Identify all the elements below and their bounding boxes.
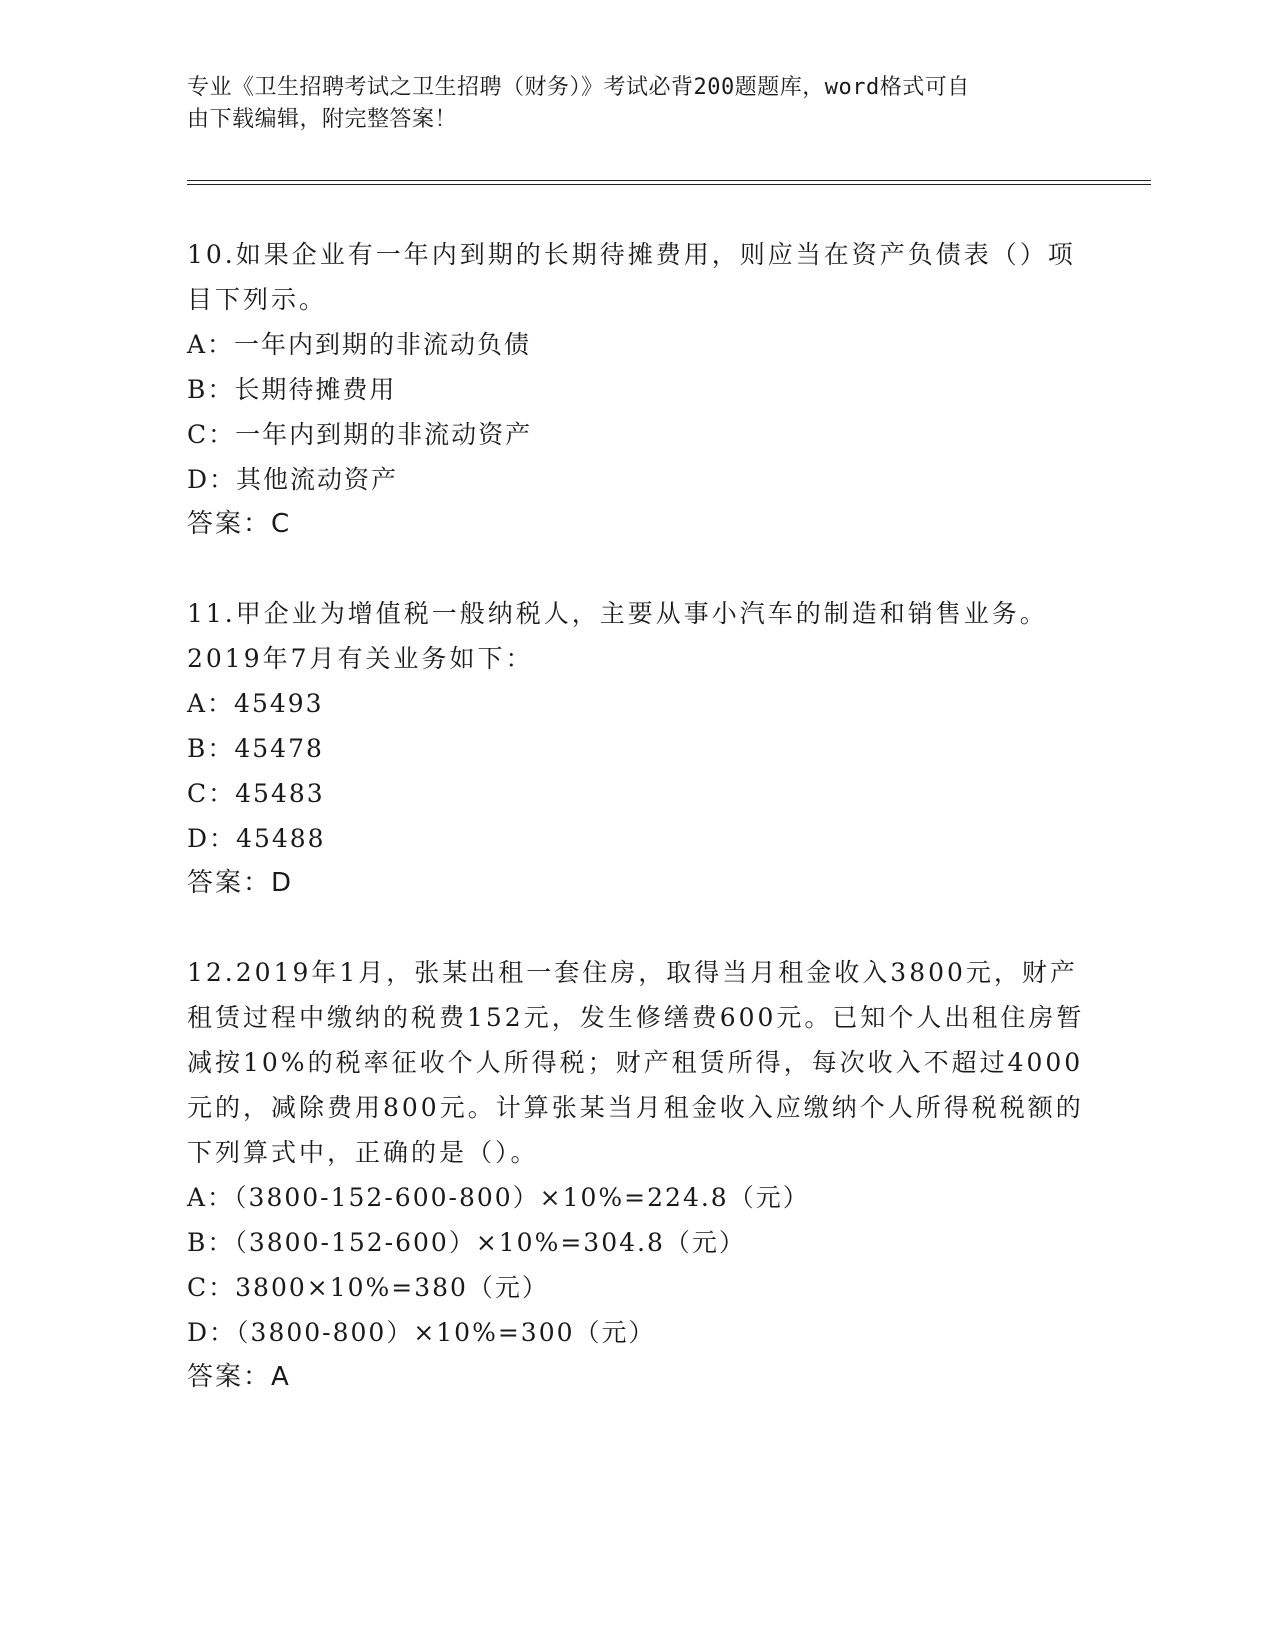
header-divider-bottom bbox=[187, 184, 1151, 185]
option-a: A：一年内到期的非流动负债 bbox=[187, 330, 532, 359]
option-d: D：45488 bbox=[187, 824, 326, 853]
option-d: D：其他流动资产 bbox=[187, 465, 399, 494]
option-c: C：45483 bbox=[187, 779, 325, 808]
answer-line: 答案：A bbox=[187, 1362, 291, 1392]
question-11 bbox=[187, 591, 1087, 906]
option-c: C：3800×10%=380（元） bbox=[187, 1273, 549, 1302]
question-text: 10.如果企业有一年内到期的长期待摊费用，则应当在资产负债表（）项目下列示。 bbox=[187, 240, 1076, 314]
question-text: 12.2019年1月，张某出租一套住房，取得当月租金收入3800元，财产租赁过程中缴纳的税费152元，发生修缮费600元。已知个人出租住房暂减按10%的税率征收个人所得税；财产租赁所得，每次收入不超过4000元的，减除费用800元。计算张某当月租金收入应缴纳个人所得税税额的下列算式中，正确的是（）。 bbox=[187, 958, 1085, 1167]
header-line-1: 专业《卫生招聘考试之卫生招聘（财务）》考试必背200题题库，word格式可自 bbox=[187, 75, 970, 100]
option-c: C：一年内到期的非流动资产 bbox=[187, 420, 533, 449]
option-b: B：45478 bbox=[187, 734, 324, 763]
option-a: A：45493 bbox=[187, 689, 324, 718]
question-text: 11.甲企业为增值税一般纳税人，主要从事小汽车的制造和销售业务。2019年7月有关业务如下： bbox=[187, 599, 1048, 673]
answer-line: 答案：D bbox=[187, 868, 294, 898]
answer-line: 答案：C bbox=[187, 509, 292, 539]
question-list bbox=[187, 232, 1087, 1444]
document-header bbox=[187, 72, 1087, 136]
option-d: D：（3800-800）×10%=300（元） bbox=[187, 1318, 656, 1347]
option-b: B：长期待摊费用 bbox=[187, 375, 397, 404]
question-10 bbox=[187, 232, 1087, 547]
header-line-2: 由下载编辑，附完整答案！ bbox=[187, 107, 458, 132]
header-divider-top bbox=[187, 180, 1151, 181]
question-12 bbox=[187, 950, 1087, 1400]
option-a: A：（3800-152-600-800）×10%=224.8（元） bbox=[187, 1183, 810, 1212]
option-b: B：（3800-152-600）×10%=304.8（元） bbox=[187, 1228, 746, 1257]
